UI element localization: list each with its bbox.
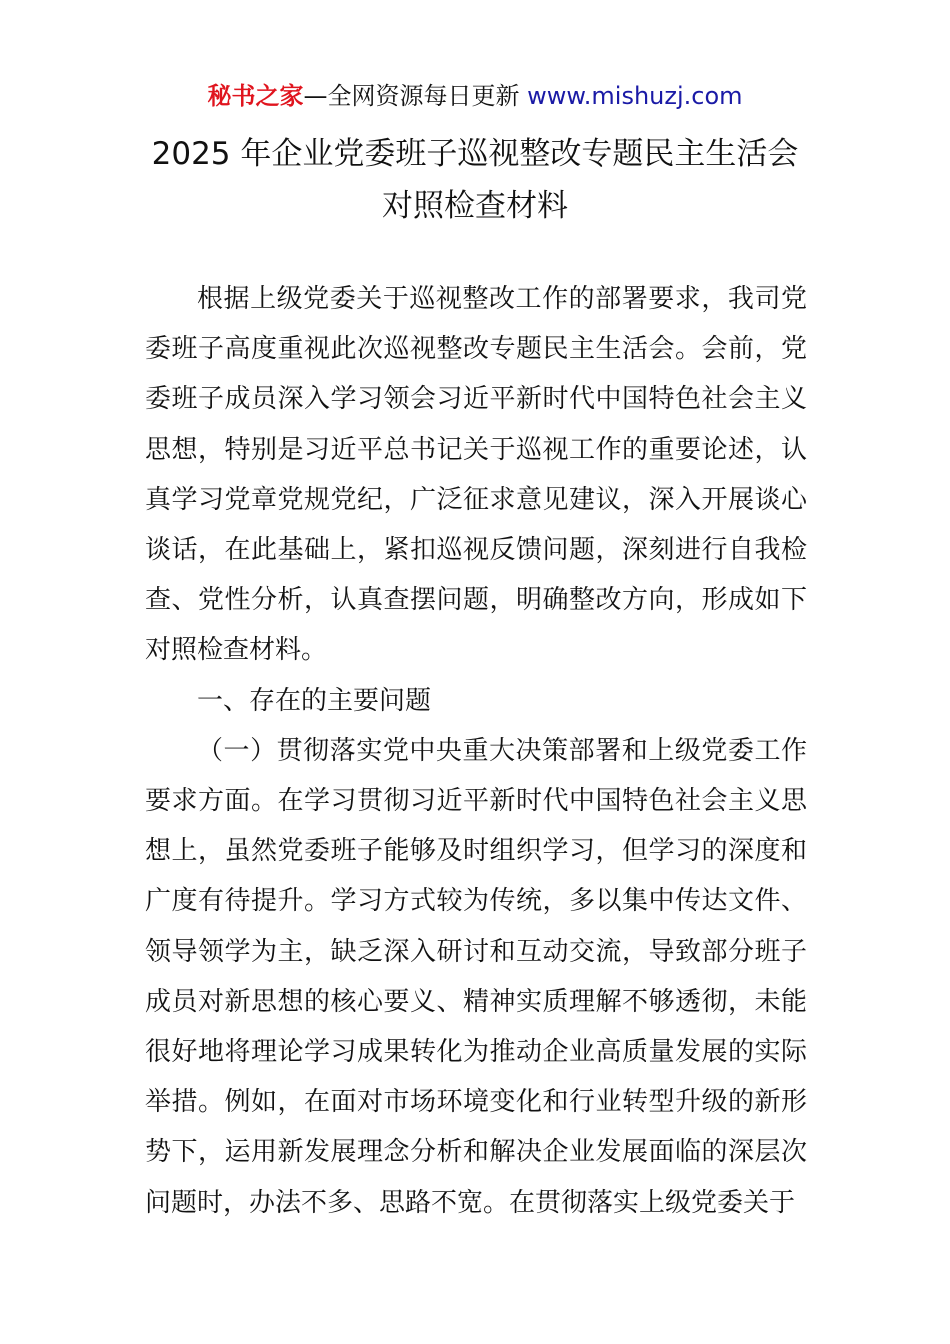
site-name: 秘书之家 xyxy=(207,82,304,110)
paragraph-intro: 根据上级党委关于巡视整改工作的部署要求，我司党委班子高度重视此次巡视整改专题民主生活会。会前，党委班子成员深入学习领会习近平新时代中国特色社会主义思想，特别是习近平总书记关于巡视工作的重要论述，认真学习党章党规党纪，广泛征求意见建议，深入开展谈心谈话，在此基础上，紧扣巡视反馈问题，深刻进行自我检查、党性分析，认真查摆问题，明确整改方向，形成如下对照检查材料。 xyxy=(145,284,807,666)
site-url[interactable]: www.mishuzj.com xyxy=(527,82,743,110)
title-line-2: 对照检查材料 xyxy=(382,188,568,224)
document-title xyxy=(0,128,950,232)
site-tagline: —全网资源每日更新 xyxy=(303,82,520,110)
title-line-1: 2025 年企业党委班子巡视整改专题民主生活会 xyxy=(151,136,799,172)
section-heading: 一、存在的主要问题 xyxy=(197,685,432,716)
paragraph-section-1: （一）贯彻落实党中央重大决策部署和上级党委工作要求方面。在学习贯彻习近平新时代中国特色社会主义思想上，虽然党委班子能够及时组织学习，但学习的深度和广度有待提升。学习方式较为传统，多以集中传达文件、领导领学为主，缺乏深入研讨和互动交流，导致部分班子成员对新思想的核心要义、精神实质理解不够透彻，未能很好地将理论学习成果转化为推动企业高质量发展的实际举措。例如，在面对市场环境变化和行业转型升级的新形势下，运用新发展理念分析和解决企业发展面临的深层次问题时，办法不多、思路不宽。在贯彻落实上级党委关于 xyxy=(145,735,807,1218)
document-body xyxy=(145,274,807,1228)
site-header xyxy=(0,80,950,112)
